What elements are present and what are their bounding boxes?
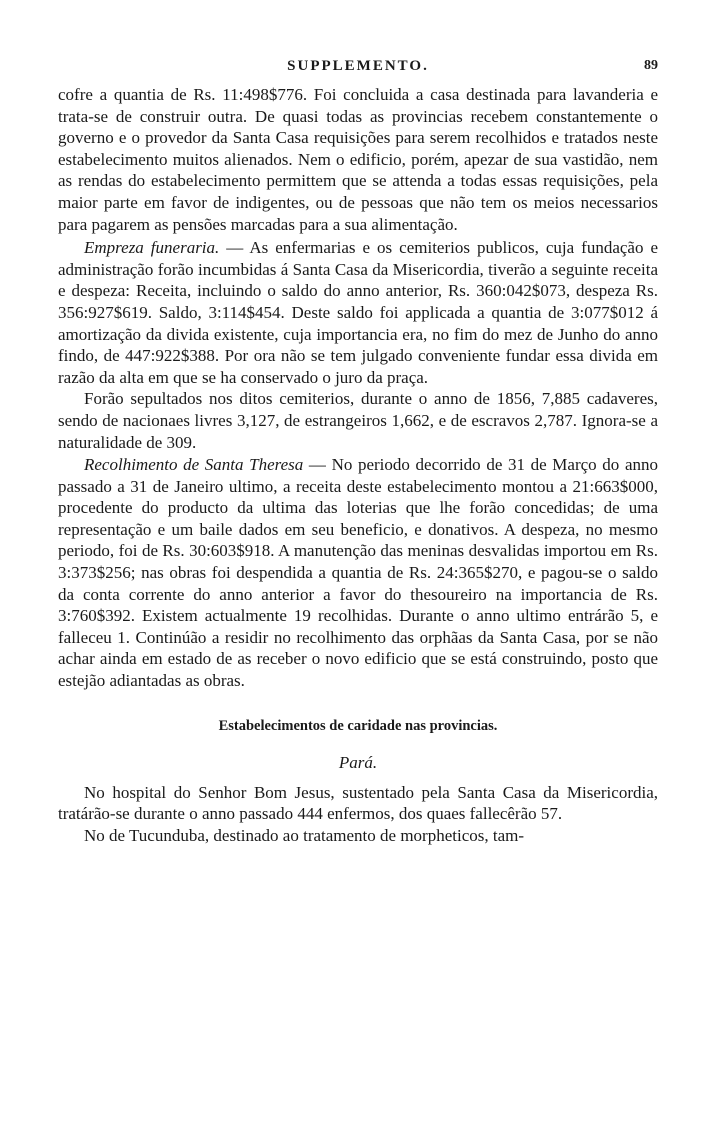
paragraph-lead-recolhimento: Recolhimento de Santa Theresa [84,455,304,475]
paragraph-alienados: cofre a quantia de Rs. 11:498$776. Foi concluida a casa destinada para lavanderia e trata-se de construir outra. De quasi todas as provincias recebem constantemente o governo e o provedor da Santa Casa requisições para serem recolhidos e tratados neste estabelecimento muitos alienados. Nem o edificio, porém, apezar de sua vastidão, nem as rendas do estabelecimento permittem que se attenda a todas essas requisições, pela maior parte em favor de indigentes, ou de pessoas que não tem os meios necessarios para pagarem as pensões marcadas para a sua alimentação. [58,85,658,234]
paragraph-body-empreza: — As enfermarias e os cemiterios publicos, cuja fundação e administração forão incumbidas á Santa Casa da Misericordia, tiverão a seguinte receita e despeza: Receita, incluindo o saldo do anno anterior, Rs. 360:042$073, despeza Rs. 356:927$619. Saldo, 3:114$454. Deste saldo foi applicada a quantia de 3:077$012 á amortização da divida existente, cuja importancia era, no fim do mez de Junho do anno findo, de 447:922$388. Por ora não se tem julgado conveniente fundar essa divida em razão da alta em que se ha conservado o juro da praça. [58,238,659,387]
paragraph-hospital-bom-jesus: No hospital do Senhor Bom Jesus, sustentado pela Santa Casa da Misericordia, tratárão-se durante o anno passado 444 enfermos, dos quaes fallecêrão 57. [58,782,658,824]
page-number: 89 [644,58,658,73]
running-title: SUPPLEMENTO. [287,58,429,74]
document-page [58,58,658,846]
paragraph-empreza-funeraria [58,237,658,388]
section-heading: Estabelecimentos de caridade nas provincias. [218,717,498,734]
paragraph-tucunduba: No de Tucunduba, destinado ao tratamento de morpheticos, tam- [84,825,525,845]
province-heading: Pará. [338,752,378,772]
paragraph-lead-empreza: Empreza funeraria. [84,238,220,258]
running-header [58,58,658,84]
paragraph-recolhimento [58,454,658,692]
paragraph-sepultados: Forão sepultados nos ditos cemiterios, durante o anno de 1856, 7,885 cadaveres, sendo de nacionaes livres 3,127, de estrangeiros 1,662, e de escravos 2,787. Ignora-se a naturalidade de 309. [58,389,658,452]
paragraph-body-recolhimento: — No periodo decorrido de 31 de Março do anno passado a 31 de Janeiro ultimo, a receita deste estabelecimento montou a 21:663$000, procedente do producto da ultima das loterias que lhe forão concedidas; de uma representação e um baile dados em seu beneficio, e donativos. A despeza, no mesmo periodo, foi de Rs. 30:603$918. A manutenção das meninas desvalidas importou em Rs. 3:373$256; nas obras foi despendida a quantia de Rs. 24:365$270, e pagou-se o saldo da conta corrente do anno anterior a favor do thesoureiro na importancia de Rs. 3:760$392. Existem actualmente 19 recolhidas. Durante o anno ultimo entrárão 5, e falleceu 1. Continúão a residir no recolhimento das orphãas da Santa Casa, por se não achar ainda em estado de as receber o novo edificio que se está construindo, posto que estejão adiantadas as obras. [58,455,658,691]
